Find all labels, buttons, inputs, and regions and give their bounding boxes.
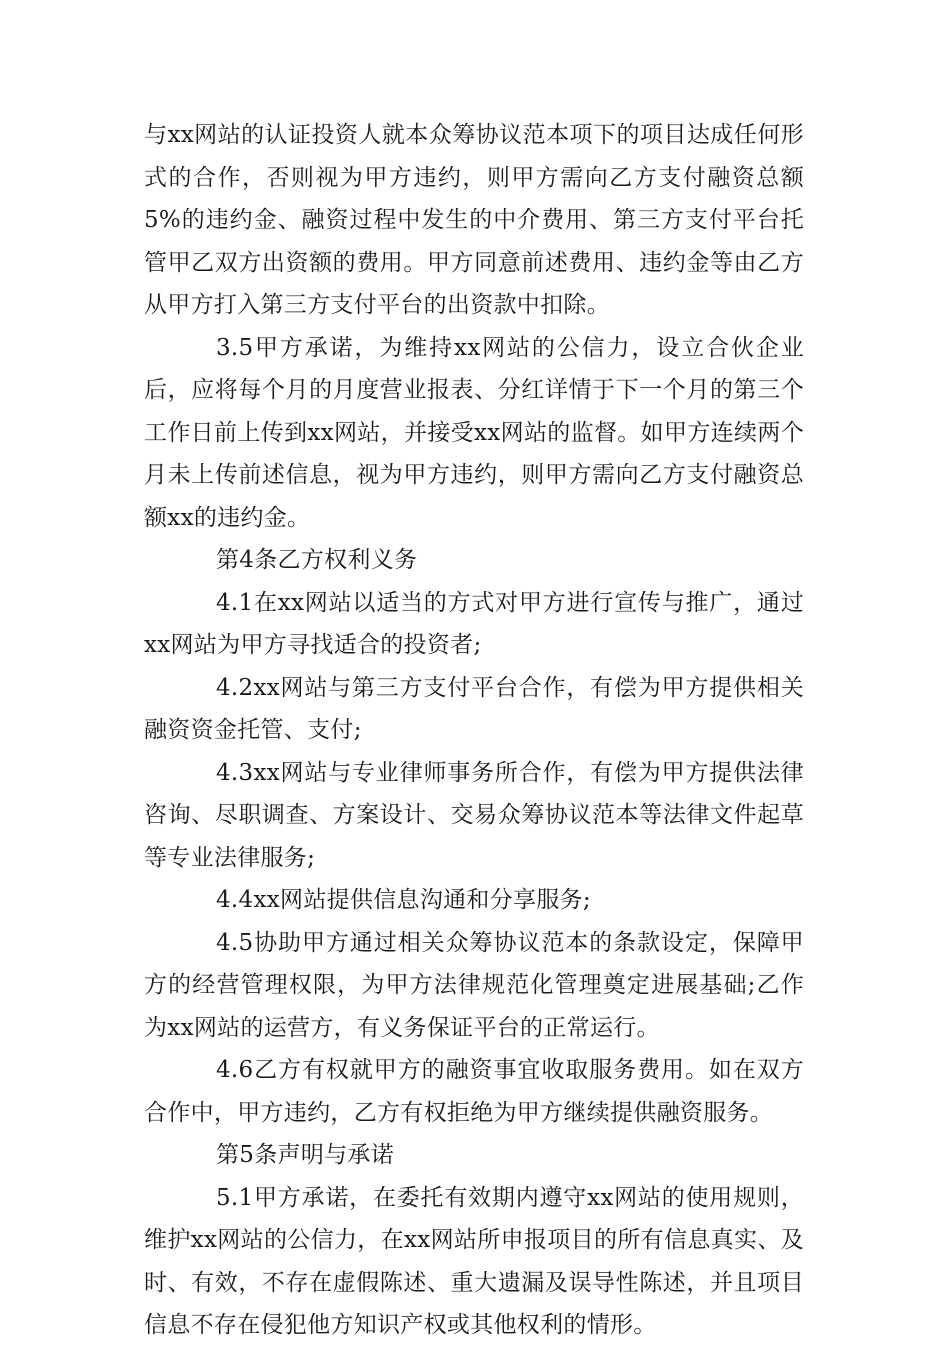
paragraph-4-4: 4.4xx网站提供信息沟通和分享服务; <box>216 887 591 913</box>
paragraph-4-6: 4.6乙方有权就甲方的融资事宜收取服务费用。如在双方合作中，甲方违约，乙方有权拒绝为甲方继续提供融资服务。 <box>144 1057 804 1126</box>
paragraph-4-1: 4.1在xx网站以适当的方式对甲方进行宣传与推广，通过xx网站为甲方寻找适合的投资者; <box>144 589 804 658</box>
paragraph-continuation: 与xx网站的认证投资人就本众筹协议范本项下的项目达成任何形式的合作，否则视为甲方违约，则甲方需向乙方支付融资总额5%的违约金、融资过程中发生的中介费用、第三方支付平台托管甲乙双方出资额的费用。甲方同意前述费用、违约金等由乙方从甲方打入第三方支付平台的出资款中扣除。 <box>144 122 804 318</box>
paragraph-3-5: 3.5甲方承诺，为维持xx网站的公信力，设立合伙企业后，应将每个月的月度营业报表、分红详情于下一个月的第三个工作日前上传到xx网站，并接受xx网站的监督。如甲方连续两个月未上传前述信息，视为甲方违约，则甲方需向乙方支付融资总额xx的违约金。 <box>144 334 804 531</box>
paragraph-4-3: 4.3xx网站与专业律师事务所合作，有偿为甲方提供法律咨询、尽职调查、方案设计、交易众筹协议范本等法律文件起草等专业法律服务; <box>144 759 804 871</box>
section-heading-4: 第4条乙方权利义务 <box>216 547 418 573</box>
document-body <box>144 114 804 1347</box>
paragraph-4-5: 4.5协助甲方通过相关众筹协议范本的条款设定，保障甲方的经营管理权限，为甲方法律规范化管理奠定进展基础;乙作为xx网站的运营方，有义务保证平台的正常运行。 <box>144 929 804 1041</box>
paragraph-4-2: 4.2xx网站与第三方支付平台合作，有偿为甲方提供相关融资资金托管、支付; <box>144 674 804 743</box>
paragraph-5-1: 5.1甲方承诺，在委托有效期内遵守xx网站的使用规则，维护xx网站的公信力，在xx网站所申报项目的所有信息真实、及时、有效，不存在虚假陈述、重大遗漏及误导性陈述，并且项目信息不存在侵犯他方知识产权或其他权利的情形。 <box>144 1184 804 1338</box>
section-heading-5: 第5条声明与承诺 <box>216 1142 395 1168</box>
